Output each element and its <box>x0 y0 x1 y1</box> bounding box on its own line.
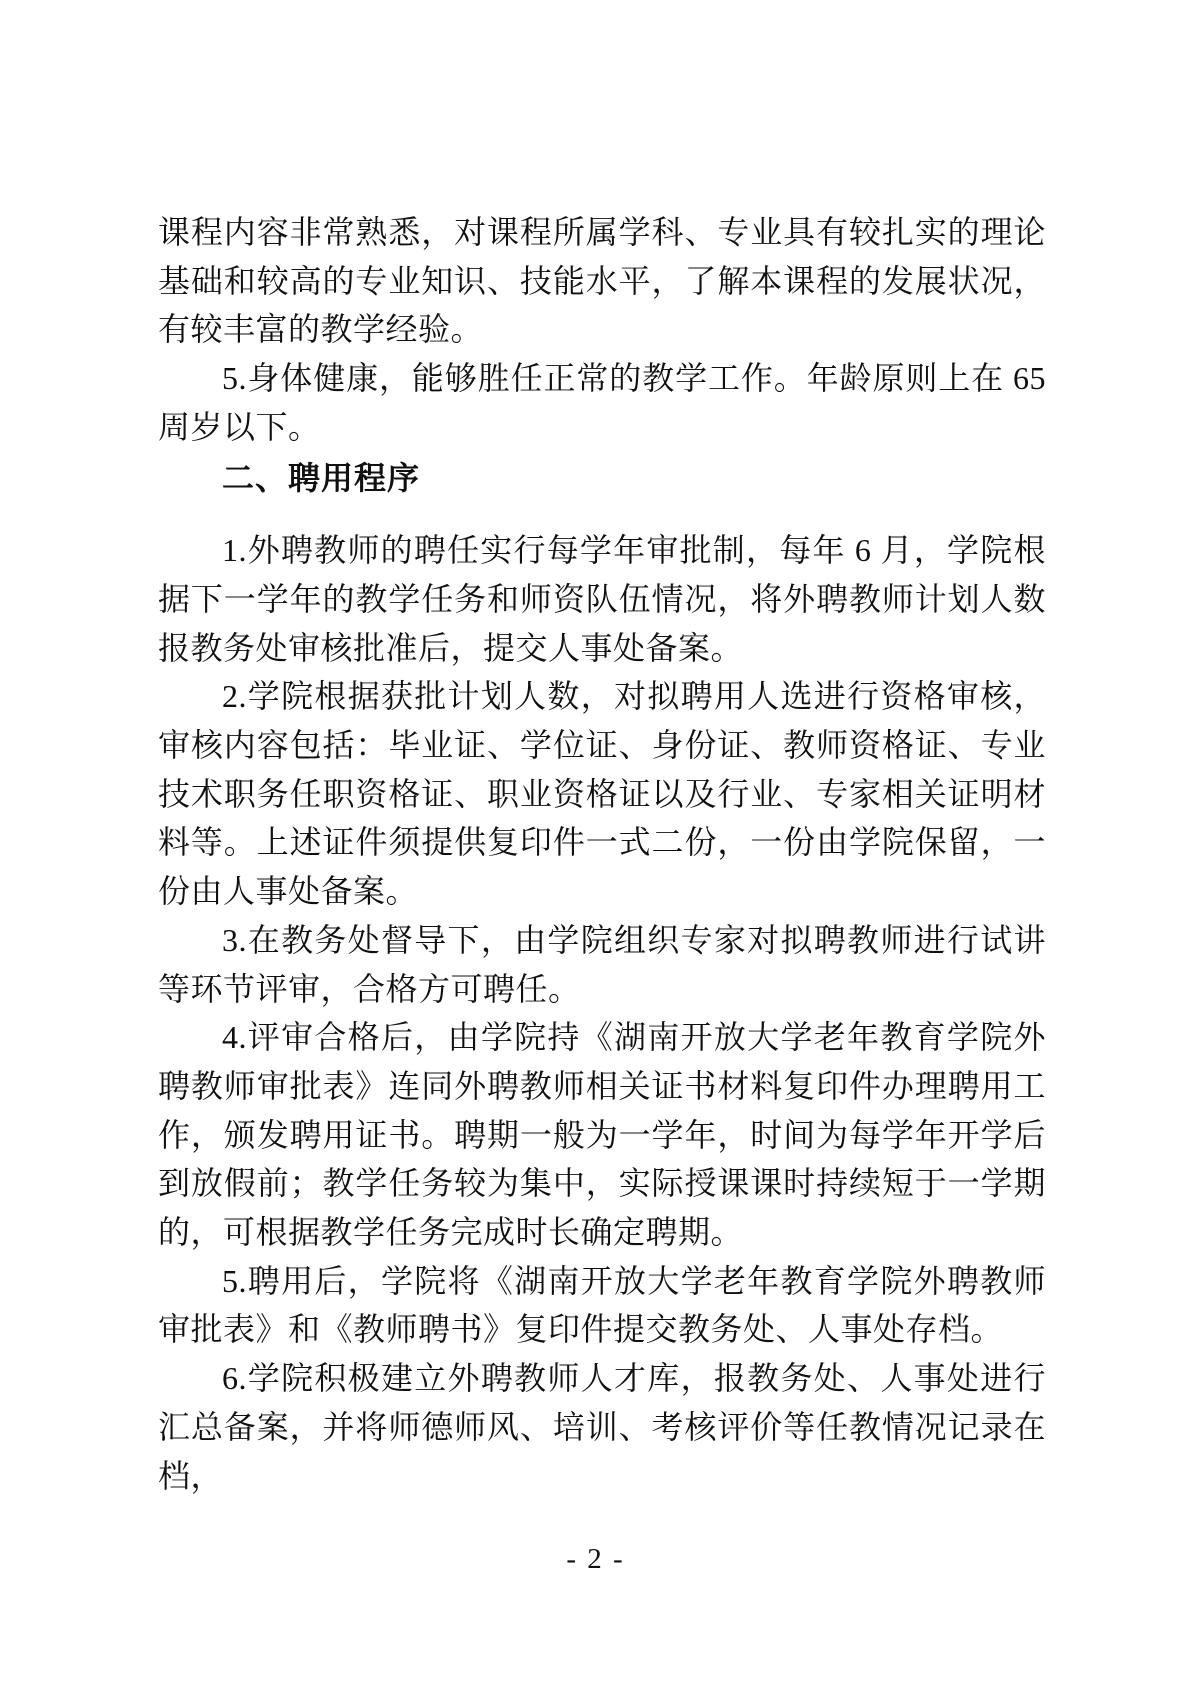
body-paragraph: 6.学院积极建立外聘教师人才库，报教务处、人事处进行汇总备案，并将师德师风、培训、考核评价等任教情况记录在档， <box>158 1360 1046 1494</box>
body-paragraph: 3.在教务处督导下，由学院组织专家对拟聘教师进行试讲等环节评审，合格方可聘任。 <box>158 921 1046 1007</box>
section-heading: 二、聘用程序 <box>222 459 421 496</box>
body-paragraph: 1.外聘教师的聘任实行每学年审批制，每年 6 月，学院根据下一学年的教学任务和师资队伍情况，将外聘教师计划人数报教务处审核批准后，提交人事处备案。 <box>158 532 1046 666</box>
body-paragraph: 5.身体健康，能够胜任正常的教学工作。年龄原则上在 65 周岁以下。 <box>158 360 1046 445</box>
body-paragraph: 课程内容非常熟悉，对课程所属学科、专业具有较扎实的理论基础和较高的专业知识、技能水平，了解本课程的发展状况，有较丰富的教学经验。 <box>158 214 1046 348</box>
body-paragraph: 4.评审合格后，由学院持《湖南开放大学老年教育学院外聘教师审批表》连同外聘教师相关证书材料复印件办理聘用工作，颁发聘用证书。聘期一般为一学年，时间为每学年开学后到放假前；教学任务较为集中，实际授课课时持续短于一学期的，可根据教学任务完成时长确定聘期。 <box>158 1019 1046 1251</box>
document-body <box>158 208 1046 1500</box>
body-paragraph: 2.学院根据获批计划人数，对拟聘用人选进行资格审核，审核内容包括：毕业证、学位证、身份证、教师资格证、专业技术职务任职资格证、职业资格证以及行业、专家相关证明材料等。上述证件须提供复印件一式二份，一份由学院保留，一份由人事处备案。 <box>158 678 1046 910</box>
body-paragraph: 5.聘用后，学院将《湖南开放大学老年教育学院外聘教师审批表》和《教师聘书》复印件提交教务处、人事处存档。 <box>158 1262 1046 1348</box>
page-number: - 2 - <box>566 1543 625 1575</box>
